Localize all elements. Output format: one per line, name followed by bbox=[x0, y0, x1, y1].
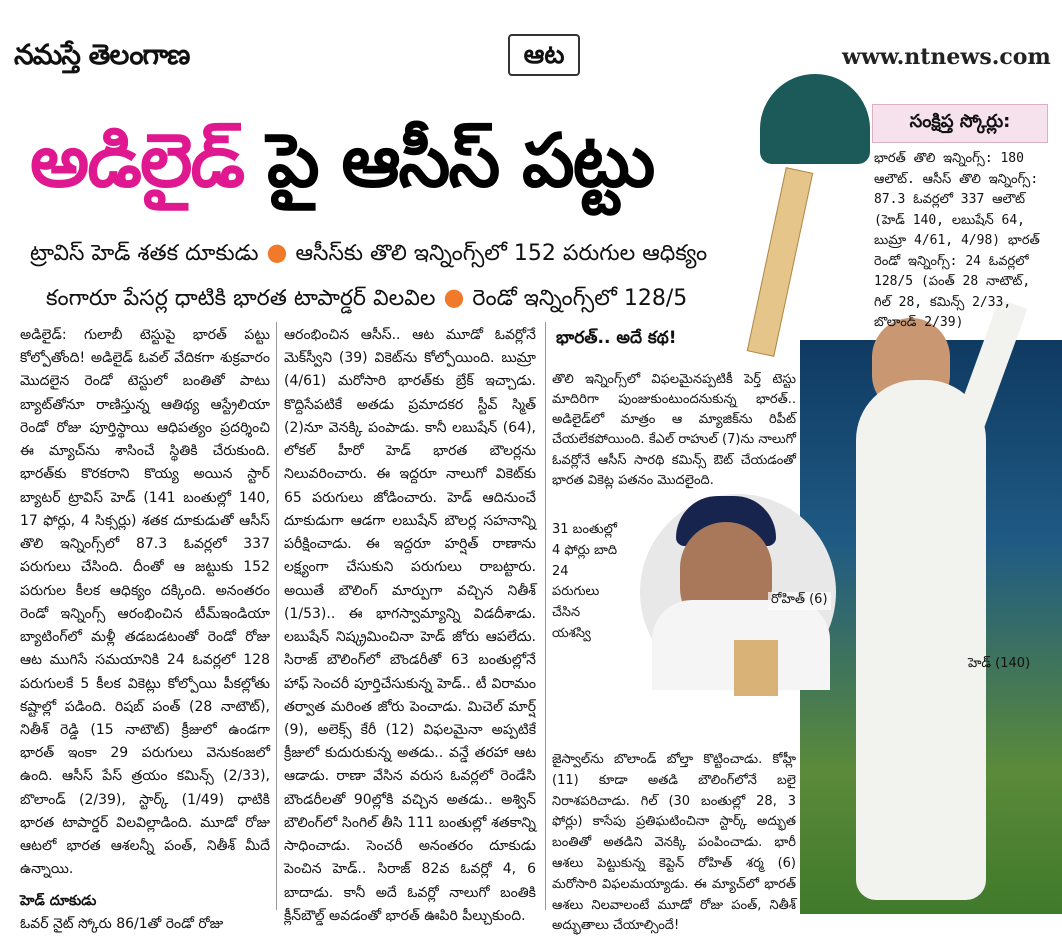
column-divider bbox=[545, 322, 546, 910]
head-photo-caption: హెడ్ (140) bbox=[968, 656, 1031, 671]
column-1-body: అడిలైడ్: గులాబీ టెస్టుపై భారత్ పట్టు కోల్పోతోంది! అడిలైడ్ ఓవల్ వేదికగా శుక్రవారం మొదలైన రెండో టెస్టులో బంతితో పాటు బ్యాట్‌తోనూ రాణిస్తున్న ఆతిథ్య ఆస్ట్రేలియా రెండో రోజు పూర్తిస్థాయి ఆధిపత్యం ప్రదర్శించి ఈ మ్యాచ్‌ను శాసించే స్థితికి చేరుకుంది. భారత్‌కు కొరకరాని కొయ్య అయిన స్టార్ బ్యాటర్ ట్రావిస్ హెడ్ (141 బంతుల్లో 140, 17 ఫోర్లు, 4 సిక్సర్లు) శతక దూకుడుతో ఆసీస్ తొలి ఇన్నింగ్స్‌లో 87.3 ఓవర్లలో 337 పరుగులు చేసింది. దీంతో ఆ జట్టుకు 152 పరుగుల కీలక ఆధిక్యం దక్కింది. అనంతరం రెండో ఇన్నింగ్స్ ఆరంభించిన టీమ్‌ఇండియా బ్యాటింగ్‌లో మళ్లీ తడబడటంతో రెండో రోజు ఆట ముగిసే సమయానికి 24 ఓవర్లలో 128 పరుగులకే 5 కీలక వికెట్లు కోల్పోయి పీకల్లోతు కష్టాల్లో పడింది. రిషబ్ పంత్ (28 నాటౌట్), నితీశ్ రెడ్డి (15 నాటౌట్) క్రీజులో ఉండగా భారత్ ఇంకా 29 పరుగులు వెనుకంజలో ఉంది. ఆసీస్ పేస్ త్రయం కమిన్స్ (2/33), బొలాండ్ (2/39), స్టార్క్ (1/49) ధాటికి భారత టాపార్డర్ విలవిల్లాడింది. మూడో రోజు ఆటలో భారత ఆశలన్నీ పంత్, నితీశ్ మీదే ఉన్నాయి. bbox=[20, 327, 270, 878]
bullet-icon: ● bbox=[266, 238, 288, 266]
column-1-tail: ఓవర్ నైట్ స్కోరు 86/1తో రెండో రోజు bbox=[20, 915, 224, 932]
article-column-2: ఆరంభించిన ఆసీస్.. ఆట మూడో ఓవర్లోనే మెక్‌స్వీని (39) వికెట్‌ను కోల్పోయింది. బుమ్రా (4/61) మరోసారి భారత్‌కు బ్రేక్ ఇచ్చాడు. కొద్దిసేపటికే అతడు ప్రమాదకర స్టీవ్ స్మిత్ (2)నూ వెనక్కి పంపాడు. కానీ లబుషేన్ (64), లోకల్ హీరో హెడ్ భారత బౌలర్లను నిలువరించారు. ఈ ఇద్దరూ నాలుగో వికెట్‌కు 65 పరుగులు జోడించారు. హెడ్ ఆదినుంచే దూకుడుగా ఆడగా లబుషేన్ బౌలర్ల సహనాన్ని పరీక్షించాడు. ఈ ఇద్దరూ హర్షిత్ రాణాను లక్ష్యంగా చేసుకుని పరుగులు రాబట్టారు. అయితే బౌలింగ్ మార్పుగా వచ్చిన నితీశ్ (1/53).. ఈ భాగస్వామ్యాన్ని విడదీశాడు. లబుషేన్ నిష్క్రమించినా హెడ్ జోరు ఆపలేదు. సిరాజ్ బౌలింగ్‌లో బౌండరీతో 63 బంతుల్లోనే హాఫ్ సెంచరీ పూర్తిచేసుకున్న హెడ్.. టీ విరామం తర్వాత మరింత జోరు పెంచాడు. మిచెల్ మార్ష్ (9), అలెక్స్ కేరీ (12) విఫలమైనా అప్పటికే క్రీజులో కుదురుకున్న అతడు.. వన్డే తరహా ఆట ఆడాడు. రాణా వేసిన వరుస ఓవర్లలో రెండేసి బౌండరీలతో 90ల్లోకి వచ్చిన అతడు.. అశ్విన్ బౌలింగ్‌లో సింగిల్ తీసి 111 బంతుల్లో శతకాన్ని సాధించాడు. సెంచరీ అనంతరం దూకుడు పెంచిన హెడ్.. సిరాజ్ 82వ ఓవర్లో 4, 6 బాదాడు. కానీ అదే ఓవర్లో నాలుగో బంతికి క్లీన్‌బౌల్డ్ అవడంతో భారత్ ఊపిరి పీల్చుకుంది. bbox=[284, 327, 536, 924]
bullet-icon: ● bbox=[443, 283, 465, 311]
article-column-1 bbox=[20, 324, 270, 936]
column-divider bbox=[276, 322, 277, 910]
score-summary-text: భారత్ తొలి ఇన్నింగ్స్: 180 ఆలౌట్. ఆసీస్ తొలి ఇన్నింగ్స్: 87.3 ఓవర్లలో 337 ఆలౌట్ (హెడ్ 140, లబుషేన్ 64, బుమ్రా 4/61, 4/98) భారత్ రెండో ఇన్నింగ్స్: 24 ఓవర్లలో 128/5 (పంత్ 28 నాటౌట్, గిల్ 28, కమిన్స్ 2/33, బొలాండ్ 2/39) bbox=[874, 151, 1040, 331]
site-url[interactable]: www.ntnews.com bbox=[842, 44, 1051, 70]
column-3-body-top: తొలి ఇన్నింగ్స్‌లో విఫలమైనప్పటికీ పెర్త్ టెస్టు మాదిరిగా పుంజుకుంటుందనుకున్న భారత్.. అడిలైడ్‌లో మాత్రం ఆ మ్యాజిక్‌ను రిపీట్ చేయలేకపోయింది. కేఎల్ రాహుల్ (7)ను నాలుగో ఓవర్లోనే ఆసీస్ సారథి కమిన్స్ ఔట్ చేయడంతో భారత వికెట్ల పతనం మొదలైంది. bbox=[552, 372, 796, 488]
subhead-line-1 bbox=[30, 238, 707, 271]
column-1-subheading: హెడ్ దూకుడు bbox=[20, 892, 97, 909]
helmet-graphic bbox=[760, 74, 870, 164]
inset-bat-graphic bbox=[734, 640, 778, 696]
headline-pink-text: అడిలైడ్ bbox=[30, 118, 244, 204]
subhead-line-2 bbox=[46, 283, 687, 316]
column-3-heading: భారత్.. అదే కథ! bbox=[556, 328, 677, 348]
section-label: ఆట bbox=[508, 34, 580, 76]
player-body-graphic bbox=[856, 380, 986, 900]
subhead-1b: ఆసీస్‌కు తొలి ఇన్నింగ్స్‌లో 152 పరుగుల ఆధిక్యం bbox=[295, 241, 708, 266]
subhead-2a: కంగారూ పేసర్ల ధాటికి భారత టాపార్డర్ విలవిల bbox=[46, 286, 436, 311]
score-summary-title: సంక్షిప్త స్కోర్లు: bbox=[872, 104, 1048, 143]
page-headline bbox=[30, 118, 654, 204]
headline-black-text: పై ఆసీస్ పట్టు bbox=[266, 118, 654, 204]
rohit-photo-caption: రోహిత్ (6) bbox=[768, 592, 831, 610]
bat-graphic bbox=[747, 167, 813, 357]
column-3-body-bottom: జైస్వాల్‌ను బొలాండ్ బోల్తా కొట్టించాడు. కోహ్లీ (11) కూడా అతడి బౌలింగ్‌లోనే బలై నిరాశపరిచాడు. గిల్ (30 బంతుల్లో 28, 3 ఫోర్లు) కాసేపు ప్రతిఘటించినా స్టార్క్ అద్భుత బంతితో అతడిని వెనక్కి పంపించాడు. భారీ ఆశలు పెట్టుకున్న కెప్టెన్ రోహిత్ శర్మ (6) మరోసారి విఫలమయ్యాడు. ఈ మ్యాచ్‌లో భారత్ ఆశలు నిలవాలంటే మూడో రోజు పంత్, నితీశ్ అద్భుతాలు చేయాల్సిందే! bbox=[552, 752, 796, 934]
masthead-logo: నమస్తే తెలంగాణ bbox=[14, 38, 190, 71]
subhead-1a: ట్రావిస్ హెడ్ శతక దూకుడు bbox=[30, 241, 259, 266]
subhead-2b: రెండో ఇన్నింగ్స్‌లో 128/5 bbox=[472, 286, 688, 311]
column-3-body-narrow: 31 బంతుల్లో 4 ఫోర్లు బాది 24 పరుగులు చేసిన యశస్వి bbox=[552, 522, 618, 641]
score-summary-box bbox=[872, 104, 1048, 334]
